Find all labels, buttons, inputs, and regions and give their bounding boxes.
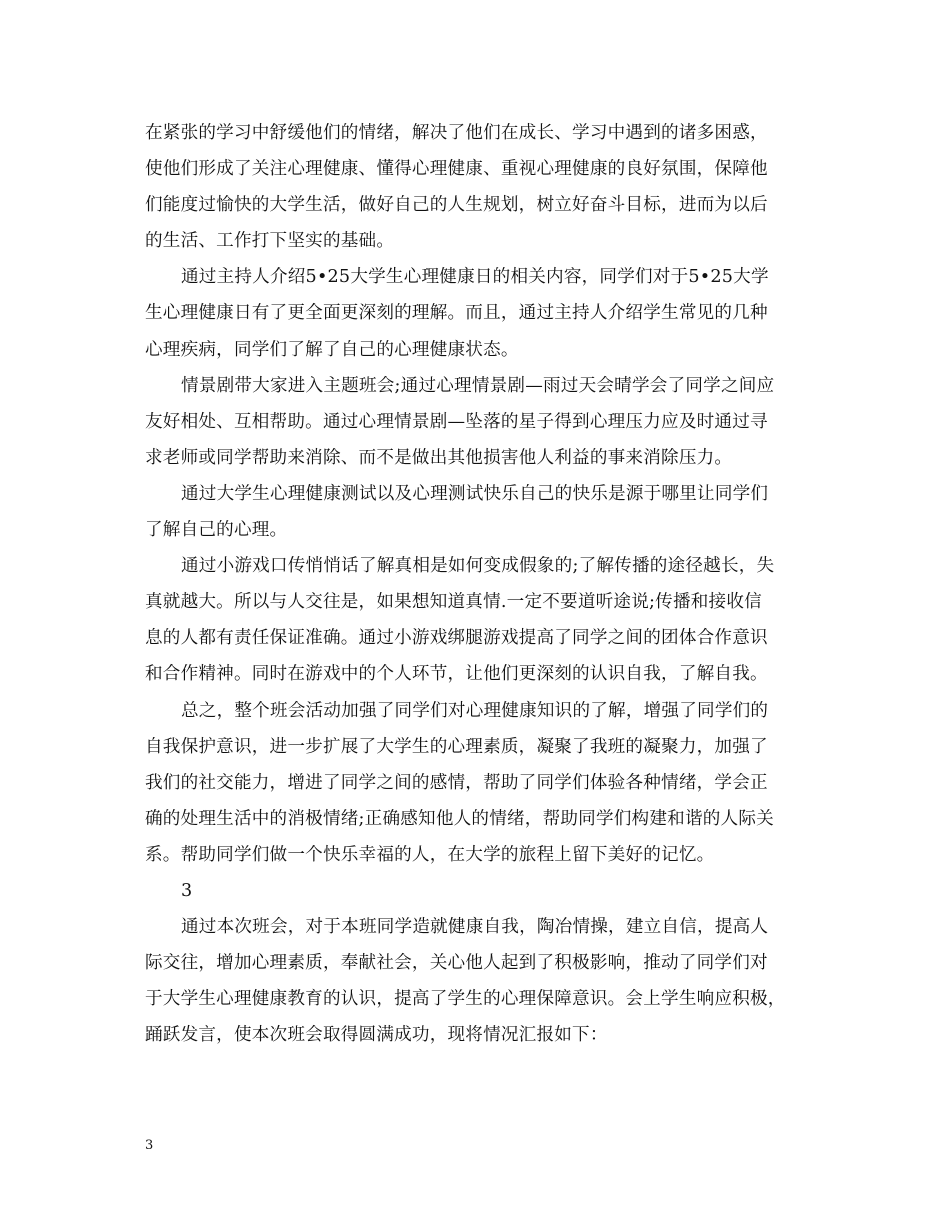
text-line: 通过小游戏口传悄悄话了解真相是如何变成假象的;了解传播的途径越长，失 xyxy=(181,556,775,577)
text-line: 在紧张的学习中舒缓他们的情绪，解决了他们在成长、学习中遇到的诸多困惑， xyxy=(145,123,768,143)
text-line: 情景剧带大家进入主题班会;通过心理情景剧—雨过天会晴学会了同学之间应 xyxy=(181,375,775,396)
text-line: 总之，整个班会活动加强了同学们对心理健康知识的了解，增强了同学们的 xyxy=(181,700,769,721)
text-line: 通过大学生心理健康测试以及心理测试快乐自己的快乐是源于哪里让同学们 xyxy=(181,483,769,504)
text-line: 的生活、工作打下坚实的基础。 xyxy=(145,231,395,252)
text-line: 系。帮助同学们做一个快乐幸福的人，在大学的旅程上留下美好的记忆。 xyxy=(145,844,715,865)
text-line: 们能度过愉快的大学生活，做好自己的人生规划，树立好奋斗目标，进而为以后 xyxy=(145,195,768,216)
page-number: 3 xyxy=(145,1138,154,1153)
text-line: 求老师或同学帮助来消除、而不是做出其他损害他人利益的事来消除压力。 xyxy=(145,447,733,468)
text-line: 通过主持人介绍5•25大学生心理健康日的相关内容，同学们对于5•25大学 xyxy=(181,267,769,288)
text-line: 使他们形成了关注心理健康、懂得心理健康、重视心理健康的良好氛围，保障他 xyxy=(145,159,768,180)
text-line: 真就越大。所以与人交往是，如果想知道真情.一定不要道听途说;传播和接收信 xyxy=(145,592,762,613)
text-line: 自我保护意识，进一步扩展了大学生的心理素质，凝聚了我班的凝聚力，加强了 xyxy=(145,736,768,757)
text-line: 和合作精神。同时在游戏中的个人环节，让他们更深刻的认识自我，了解自我。 xyxy=(145,664,768,685)
text-line: 于大学生心理健康教育的认识，提高了学生的心理保障意识。会上学生响应积极， xyxy=(145,989,786,1010)
text-line: 际交往，增加心理素质，奉献社会，关心他人起到了积极影响，推动了同学们对 xyxy=(145,953,768,974)
text-line: 我们的社交能力，增进了同学之间的感情，帮助了同学们体验各种情绪，学会正 xyxy=(145,772,768,793)
text-line: 确的处理生活中的消极情绪;正确感知他人的情绪，帮助同学们构建和谐的人际关 xyxy=(145,808,774,829)
text-line: 了解自己的心理。 xyxy=(145,520,288,541)
text-line: 生心理健康日有了更全面更深刻的理解。而且，通过主持人介绍学生常见的几种 xyxy=(145,303,768,324)
text-line: 友好相处、互相帮助。通过心理情景剧—坠落的星子得到心理压力应及时通过寻 xyxy=(145,411,768,432)
text-line: 通过本次班会，对于本班同学造就健康自我，陶冶情操，建立自信，提高人 xyxy=(181,917,769,938)
text-line: 息的人都有责任保证准确。通过小游戏绑腿游戏提高了同学之间的团体合作意识 xyxy=(145,628,768,649)
text-line: 心理疾病，同学们了解了自己的心理健康状态。 xyxy=(145,339,519,360)
text-line: 踊跃发言，使本次班会取得圆满成功，现将情况汇报如下： xyxy=(145,1025,608,1046)
body-text xyxy=(145,115,810,1053)
section-number: 3 xyxy=(181,880,193,901)
